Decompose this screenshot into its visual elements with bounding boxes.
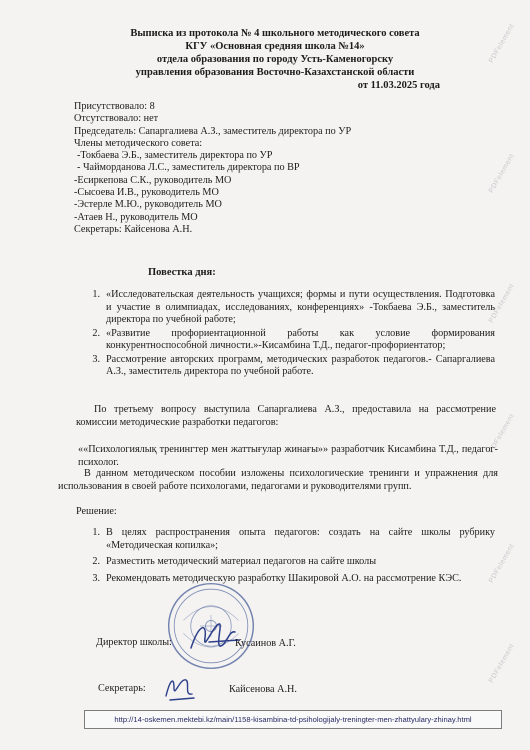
agenda-item xyxy=(75,354,495,379)
present-count: Присутствовало: 8 xyxy=(74,101,155,112)
member-item: -Есиркепова С.К., руководитель МО xyxy=(74,174,232,186)
header-department: отдела образования по городу Усть-Каменогорску xyxy=(156,54,394,65)
agenda-item-number: 1. xyxy=(92,289,100,300)
member-item: - Чайморданова Л.С., заместитель директора по ВР xyxy=(77,162,300,174)
agenda-item-text: «Исследовательская деятельность учащихся; формы и пути осуществления. Подготовка и участие в олимпиадах, исследованиях, конференциях» -Токбаева Э.Б., заместитель директора по учебной работе; xyxy=(106,289,495,325)
decision-item-number: 1. xyxy=(92,527,100,538)
attendance-block xyxy=(74,101,454,236)
agenda-item xyxy=(75,289,495,327)
agenda-item-text: «Развитие профориентационной работы как условие формирования конкурентноспособной личности.»-Кисамбина Т.Д., педагог-профориентатор; xyxy=(106,327,495,351)
secretary-name: Кайсенова А.Н. xyxy=(229,684,297,695)
watermark: PDFelement xyxy=(488,152,517,195)
decision-item-text: Разместить методический материал педагогов на сайте школы xyxy=(106,556,377,567)
director-name: Кусаинов А.Г. xyxy=(235,638,296,649)
agenda-item-text: Рассмотрение авторских программ, методических разработок педагогов.- Сапаргалиева А.З., заместитель директора по учебной работе. xyxy=(106,353,495,377)
secretary-label: Секретарь: xyxy=(98,683,146,694)
decision-item xyxy=(75,556,495,569)
header-title: Выписка из протокола № 4 школьного методического совета xyxy=(130,28,420,39)
decision-item-number: 3. xyxy=(92,572,100,584)
document-header xyxy=(80,27,470,92)
watermark: PDFelement xyxy=(488,412,517,455)
agenda-item xyxy=(75,328,495,353)
decision-item-text: Рекомендовать методическую разработку Шакировой А.О. на рассмотрение КЭС. xyxy=(106,572,462,584)
header-administration: управления образования Восточно-Казахстанской области xyxy=(135,67,415,78)
decision-item-text: В целях распространения опыта педагогов: создать на сайте школы рубрику «Методическая копилка»; xyxy=(106,527,495,551)
chairperson: Председатель: Сапаргалиева А.З., заместитель директора по УР xyxy=(74,125,352,137)
director-label: Директор школы: xyxy=(96,637,172,648)
watermark: PDFelement xyxy=(488,542,517,585)
member-item: -Токбаева Э.Б., заместитель директора по УР xyxy=(77,150,273,162)
watermark: PDFelement xyxy=(488,642,517,685)
members-title: Члены методического совета: xyxy=(74,137,203,149)
decision-list xyxy=(75,527,495,589)
secretary-signature xyxy=(160,670,200,704)
methodical-book-paragraph xyxy=(78,444,498,469)
header-org: КГУ «Основная средняя школа №14» xyxy=(185,41,365,52)
decision-item xyxy=(75,527,495,552)
book-title: «Психологиялық тренингтер мен жаттығулар жинағы»» разработчик Кисамбина Т.Д., педагог-психолог. xyxy=(78,444,498,468)
agenda-title: Повестка дня: xyxy=(148,267,216,278)
member-item: -Атаев Н., руководитель МО xyxy=(74,211,198,223)
agenda-item-number: 2. xyxy=(92,327,100,339)
member-item: -Сысоева И.В., руководитель МО xyxy=(74,187,219,199)
source-url-link[interactable]: http://14-oskemen.mektebi.kz/main/1158-kisambina-td-psihologijaly-treningter-men-zhattyulary-zhinay.html xyxy=(84,710,502,729)
watermark: PDFelement xyxy=(488,22,517,65)
absent-count: Отсутствовало: нет xyxy=(74,113,159,125)
secretary: Секретарь: Кайсенова А.Н. xyxy=(74,223,193,235)
description-paragraph: В данном методическом пособии изложены психологические тренинги и упражнения для использования в своей работе психологами, педагогами и руководителями групп. xyxy=(58,468,498,492)
decision-label: Решение: xyxy=(76,506,117,517)
watermark: PDFelement xyxy=(488,282,517,325)
third-question-paragraph: По третьему вопросу выступила Сапаргалиева А.З., предоставила на рассмотрение комиссии методические разработки педагогов: xyxy=(76,404,496,428)
decision-item-number: 2. xyxy=(92,556,100,567)
agenda-item-number: 3. xyxy=(92,353,100,365)
agenda-list xyxy=(75,289,495,380)
decision-item xyxy=(75,573,495,586)
member-item: -Эстерле М.Ю., руководитель МО xyxy=(74,199,222,211)
book-prefix: « xyxy=(78,444,84,455)
header-date: от 11.03.2025 года xyxy=(357,80,440,91)
